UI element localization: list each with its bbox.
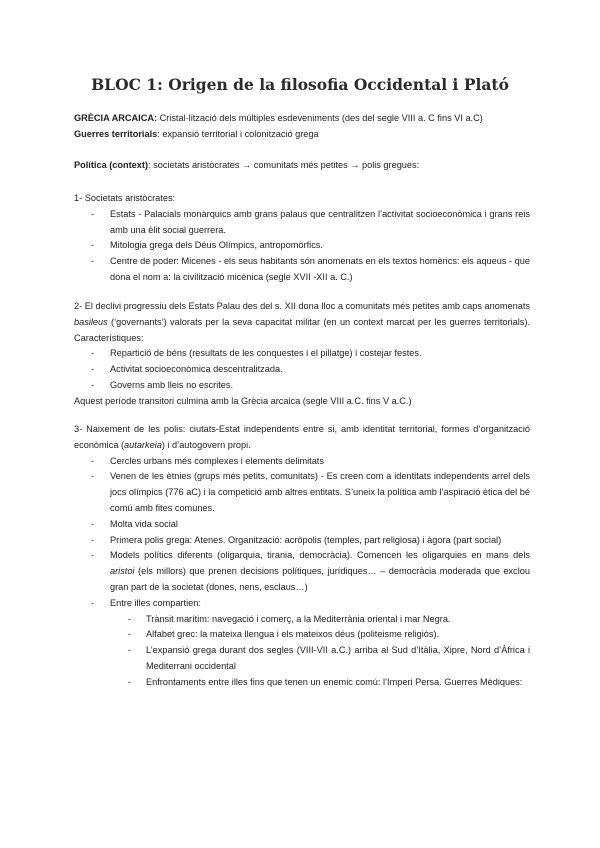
section-2-intro-b: (‘governants’) valorats per la seva capacitat militar (en un context marcat per les guerres territorials). Característiques: (74, 316, 530, 343)
autarkeia-term: autarkeia (124, 439, 162, 450)
item6-label: Entre illes compartien: (110, 597, 201, 608)
section-3-intro-a: 3- Naixement de les polis: ciutats-Estat independents entre si, amb identitat territorial, formes d’organització econòmica ( (74, 424, 530, 450)
list-item: - Cercles urbans més complexes i elements delimitats (74, 454, 530, 470)
basileus-term: basileus (74, 316, 108, 327)
arcaica-line (74, 111, 530, 127)
list-item: - Primera polis grega: Atenes. Organització: acròpolis (temples, part religiosa) i àgora (part social) (74, 533, 530, 549)
section-3-sublist (74, 612, 530, 691)
section-2 (74, 299, 530, 410)
section-1-heading: 1- Societats aristòcrates: (74, 193, 176, 203)
item5-b: (els millors) que prenen decisions polítiques, jurídiques… – democràcia moderada que exclou gran part de la societat (dones, nens, esclaus…) (110, 566, 530, 592)
list-item: - Governs amb lleis no escrites. (74, 378, 530, 394)
section-3-intro (74, 422, 530, 454)
politica-text: : societats aristòcrates → comunitats més petites → polis gregues: (148, 160, 420, 170)
list-item: - Molta vida social (74, 517, 530, 533)
sub-list-item: - Alfabet grec: la mateixa llengua i els mateixos déus (politeisme religiós). (74, 627, 530, 643)
sub-list-item: - L’expansió grega durant dos segles (VIII-VII a.C.) arriba al Sud d’Itàlia, Xipre, Nord d’Àfrica i Mediterrani occidental (74, 643, 530, 675)
sub-list-item: - Trànsit marítim: navegació i comerç, a la Mediterrània oriental i mar Negra. (74, 612, 530, 628)
section-3-intro-b: ) i d’autogovern propi. (161, 439, 251, 450)
aristoi-term: aristoi (110, 566, 135, 577)
list-item: - Mitologia grega dels Déus Olímpics, antropomòrfics. (74, 238, 530, 254)
arcaica-label: GRÈCIA ARCAICA: (74, 113, 158, 123)
item5-a: Models polítics diferents (oligarquia, tirania, democràcia). Comencen les oligarquies en mans dels (110, 550, 530, 561)
section-3 (74, 422, 530, 691)
list-item: - Estats - Palacials monàrquics amb grans palaus que centralitzen l’activitat socioeconòmica i grans reis amb una èlit social guerrera. (74, 207, 530, 239)
list-item: - Venen de les ètnies (grups més petits, comunitats) - Es creen com a identitats independents arrel dels jocs olímpics (776 aC) i la competició amb altres entitats. S’uneix la política amb l’aspiració ètica del bé comú amb fites comunes. (74, 469, 530, 516)
section-3-list (74, 454, 530, 612)
list-item: - Centre de poder: Micenes - els seus habitants són anomenats en els textos homèrics: els aqueus - que dona el nom a: la civilització micènica (segle XVII -XII a. C.) (74, 254, 530, 286)
section-2-closing: Aquest període transitori culmina amb la Grècia arcaica (segle VIII a.C. fins V a.C.) (74, 395, 412, 406)
page-title: BLOC 1: Origen de la filosofia Occidental i Plató (91, 75, 509, 94)
arcaica-text: Cristal·lització dels múltiples esdeveniments (des del segle VIII a. C fins VI a.C) (157, 113, 483, 123)
section-2-list (74, 346, 530, 393)
politica-line (74, 158, 530, 174)
sub-list-item: - Enfrontaments entre illes fins que tenen un enemic comú: l’Imperi Persa. Guerres Mèdiques: (74, 675, 530, 691)
section-2-intro (74, 299, 530, 346)
section-1 (74, 191, 530, 286)
guerres-line (74, 127, 530, 143)
guerres-label: Guerres territorials (74, 128, 158, 139)
list-item: - Repartició de béns (resultats de les conquestes i el pillatge) i costejar festes. (74, 346, 530, 362)
section-1-list (74, 207, 530, 286)
politica-label: Política (context) (74, 160, 149, 170)
list-item (74, 596, 530, 612)
guerres-text: : expansió territorial i colonització grega (157, 128, 319, 139)
list-item (74, 548, 530, 595)
list-item: - Activitat socioeconòmica descentralitzada. (74, 362, 530, 378)
section-2-intro-a: 2- El declivi progressiu dels Estats Palau des del s. XII dona lloc a comunitats més petites amb caps anomenats (74, 301, 530, 311)
intro-section (74, 111, 530, 143)
